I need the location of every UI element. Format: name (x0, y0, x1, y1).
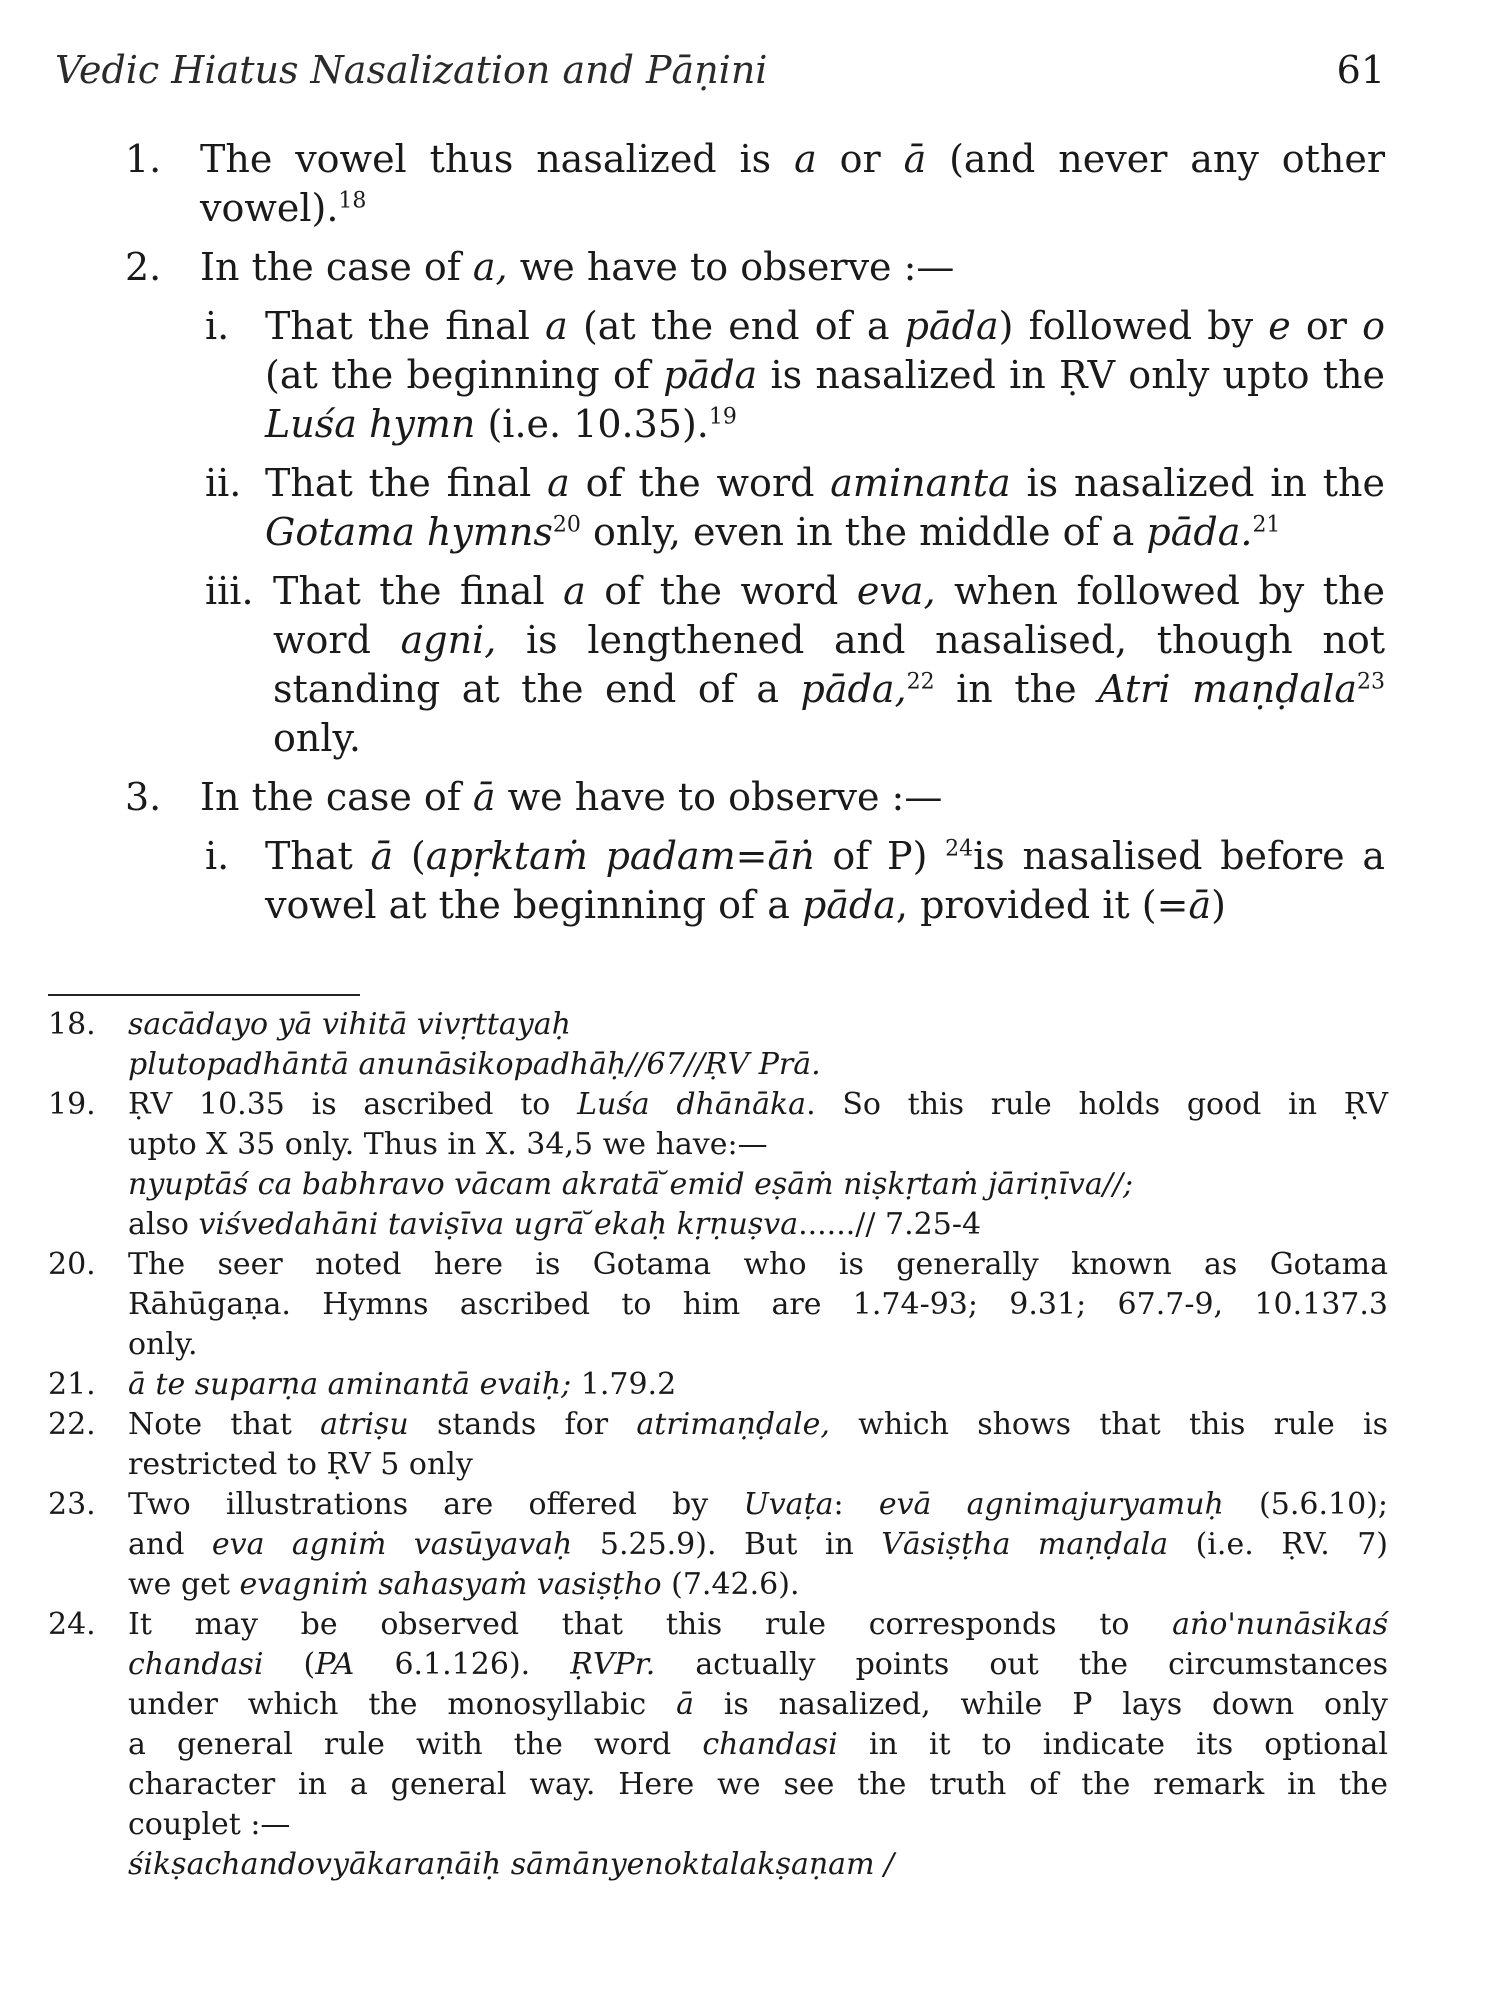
sub-item-number: i. (205, 834, 230, 878)
italic-term: ā (1188, 883, 1212, 927)
italic-term: viśvedahāni taviṣīva ugrā ̆ekaḥ kṛṇuṣva (198, 1207, 799, 1242)
footnote-19 (48, 1085, 1388, 1245)
italic-term: Vāsiṣṭha maṇḍala (881, 1527, 1169, 1562)
footnote-line (128, 1845, 1388, 1885)
italic-term: Luśa dhānāka (577, 1087, 807, 1122)
italic-term: plutopadhāntā anunāsikopadhāḥ//67//ṚV Prā. (128, 1047, 821, 1082)
footnote-line: character in a general way. Here we see the truth of the remark in the (128, 1767, 1388, 1802)
footnote-line (128, 1725, 1388, 1765)
italic-term: ā (676, 1687, 694, 1722)
running-header (55, 48, 1385, 92)
italic-term: agni, (400, 618, 497, 662)
sub-item-number: ii. (205, 461, 242, 505)
text: (and never any other vowel). (200, 137, 1386, 230)
text: is nasalised before a vowel at the beginning of a (265, 834, 1386, 927)
text: ) (1211, 883, 1226, 927)
item-number: 3. (125, 775, 162, 819)
text: . So this rule holds good in ṚV (806, 1087, 1389, 1122)
italic-term: Atri maṇḍala (1098, 667, 1357, 711)
text: actually points out the circumstances (655, 1647, 1388, 1682)
running-title: Vedic Hiatus Nasalization and Pāṇini (55, 48, 768, 92)
footnote-18 (48, 1005, 1388, 1085)
italic-term: a (547, 461, 570, 505)
text: in it to indicate its optional (837, 1727, 1389, 1762)
footnote-line (128, 1485, 1388, 1525)
footnote-line (128, 1045, 1388, 1085)
text: (at the beginning of (265, 353, 664, 397)
text: In the case of (200, 775, 473, 819)
footnote-ref[interactable]: 20 (552, 512, 581, 538)
text: ) followed by (998, 304, 1269, 348)
italic-term: atriṣu (320, 1407, 409, 1442)
footnote-line (128, 1525, 1388, 1565)
text: That the final (273, 569, 564, 613)
list-item-1 (125, 135, 1385, 233)
text: (i.e. 10.35). (475, 402, 709, 446)
sub-item-3-i (205, 832, 1385, 930)
footnote-line (128, 1405, 1388, 1445)
italic-term: apṛktaṁ padam=āṅ (425, 834, 815, 878)
text: is nasalized in the (1010, 461, 1385, 505)
footnote-line: upto X 35 only. Thus in X. 34,5 we have:— (128, 1127, 768, 1162)
text: a general rule with the word (128, 1727, 703, 1762)
italic-term: o (1362, 304, 1386, 348)
footnote-line (128, 1605, 1388, 1645)
footnote-line (128, 1685, 1388, 1725)
footnote-ref[interactable]: 23 (1357, 669, 1385, 695)
footnote-21 (48, 1365, 1388, 1405)
footnote-line (128, 1365, 1388, 1405)
italic-term: a, (472, 245, 508, 289)
footnote-24 (48, 1605, 1388, 1885)
text: : (833, 1487, 879, 1522)
italic-term: eva agniṁ vasūyavaḥ (211, 1527, 573, 1562)
footnote-line (128, 1205, 1388, 1245)
italic-term: Luśa hymn (265, 402, 476, 446)
italic-term: eva, (856, 569, 936, 613)
footnote-ref[interactable]: 18 (338, 188, 367, 214)
italic-term: evā agnimajuryamuḥ (878, 1487, 1224, 1522)
italic-term: ā (903, 137, 927, 181)
sub-item-2-ii (205, 459, 1385, 557)
italic-term: chandasi (702, 1727, 838, 1762)
text: Two illustrations are offered by (128, 1487, 744, 1522)
text: ( (263, 1647, 316, 1682)
italic-term: pāda, (800, 667, 907, 711)
text: and (128, 1527, 212, 1562)
italic-term: chandasi (128, 1647, 264, 1682)
footnote-line (128, 1645, 1388, 1685)
footnote-ref[interactable]: 21 (1252, 512, 1281, 538)
text: which shows that this rule is (829, 1407, 1388, 1442)
text: or (816, 137, 904, 181)
footnote-22 (48, 1405, 1388, 1485)
text: under which the monosyllabic (128, 1687, 677, 1722)
italic-term: pāda (904, 304, 999, 348)
text: of P) (814, 834, 946, 878)
text: That the final (265, 461, 548, 505)
italic-term: atrimaṇḍale, (636, 1407, 830, 1442)
text: 5.25.9). But in (572, 1527, 882, 1562)
footnote-number: 18. (48, 1007, 96, 1042)
text: That (265, 834, 371, 878)
footnote-line: only. (128, 1327, 198, 1362)
text: (7.42.6). (661, 1567, 800, 1602)
sub-item-2-i (205, 302, 1385, 449)
footnote-number: 20. (48, 1247, 96, 1282)
footnote-line: The seer noted here is Gotama who is generally known as Gotama (128, 1247, 1388, 1282)
italic-term: Gotama hymns (265, 510, 553, 554)
text: The vowel thus nasalized is (200, 137, 795, 181)
text: we have to observe :— (495, 775, 943, 819)
text: also (128, 1207, 199, 1242)
footnote-line (128, 1005, 1388, 1045)
list-item-2 (125, 243, 1385, 292)
text: (i.e. ṚV. 7) (1168, 1527, 1388, 1562)
page-number: 61 (1336, 48, 1385, 92)
text: we have to observe :— (507, 245, 955, 289)
italic-term: pāda (663, 353, 758, 397)
italic-term: ā te suparṇa aminantā evaiḥ; (128, 1367, 572, 1402)
italic-term: aminanta (830, 461, 1011, 505)
footnote-number: 21. (48, 1367, 96, 1402)
text: stands for (408, 1407, 637, 1442)
sub-item-number: iii. (205, 569, 254, 613)
footnote-number: 19. (48, 1087, 96, 1122)
item-number: 1. (125, 137, 162, 181)
text: in the (934, 667, 1099, 711)
text: ṚV 10.35 is ascribed to (128, 1087, 578, 1122)
text: 1.79.2 (571, 1367, 677, 1402)
italic-term: śikṣachandovyākaraṇāiḥ sāmānyenoktalakṣaṇam / (128, 1847, 895, 1882)
italic-term: e (1268, 304, 1291, 348)
italic-term: a (794, 137, 817, 181)
text: is nasalized, while P lays down only (693, 1687, 1388, 1722)
main-text (125, 135, 1385, 940)
text: is nasalized in ṚV only upto the (757, 353, 1386, 397)
italic-term: evagniṁ sahasyaṁ vasiṣṭho (239, 1567, 662, 1602)
italic-term: aṅo'nunāsikaś (1172, 1607, 1388, 1642)
italic-term: pāda. (1146, 510, 1253, 554)
footnote-line: restricted to ṚV 5 only (128, 1447, 473, 1482)
text: Note that (128, 1407, 321, 1442)
italic-term: nyuptāś ca babhravo vācam akratā ̆emid eṣāṁ niṣkṛtaṁ jāriṇīva//; (128, 1167, 1134, 1202)
italic-term: a (545, 304, 568, 348)
list-item-3 (125, 773, 1385, 822)
text: of the word (585, 569, 857, 613)
italic-term: ā (472, 775, 496, 819)
text: It may be observed that this rule corresponds to (128, 1607, 1173, 1642)
text: when followed by the word (273, 569, 1385, 662)
footnote-number: 23. (48, 1487, 96, 1522)
footnote-ref[interactable]: 19 (708, 404, 737, 430)
italic-term: Uvaṭa (743, 1487, 834, 1522)
text: only, even in the middle of a (580, 510, 1147, 554)
italic-term: PA (315, 1647, 355, 1682)
text: of the word (569, 461, 831, 505)
text: ( (393, 834, 426, 878)
footnote-number: 24. (48, 1607, 96, 1642)
text: or (1290, 304, 1363, 348)
footnote-line (128, 1165, 1388, 1205)
italic-term: a (563, 569, 586, 613)
text: (at the end of a (567, 304, 905, 348)
text: only. (273, 716, 362, 760)
footnote-separator (48, 994, 360, 996)
text: That the final (265, 304, 546, 348)
text: (5.6.10); (1223, 1487, 1388, 1522)
footnote-number: 22. (48, 1407, 96, 1442)
text: ......// 7.25-4 (798, 1207, 982, 1242)
footnote-line: couplet :— (128, 1807, 291, 1842)
italic-term: sacādayo yā vihitā vivṛttayaḥ (128, 1007, 571, 1042)
text: , provided it (= (895, 883, 1189, 927)
italic-term: pāda (801, 883, 896, 927)
item-number: 2. (125, 245, 162, 289)
footnote-line (128, 1565, 1388, 1605)
text: is lengthened and nasalised, though not standing at the end of a (273, 618, 1385, 711)
footnote-ref[interactable]: 22 (906, 669, 935, 695)
text: 6.1.126). (354, 1647, 571, 1682)
footnote-line: Rāhūgaṇa. Hymns ascribed to him are 1.74-93; 9.31; 67.7-9, 10.137.3 (128, 1287, 1388, 1322)
footnote-20 (48, 1245, 1388, 1365)
text: In the case of (200, 245, 473, 289)
sub-item-number: i. (205, 304, 230, 348)
sub-item-2-iii (205, 567, 1385, 763)
footnote-line (128, 1085, 1388, 1125)
footnote-ref[interactable]: 24 (945, 836, 974, 862)
footnote-23 (48, 1485, 1388, 1605)
text: we get (128, 1567, 240, 1602)
italic-term: ṚVPr. (570, 1647, 656, 1682)
italic-term: ā (370, 834, 394, 878)
footnotes (48, 1005, 1388, 1885)
